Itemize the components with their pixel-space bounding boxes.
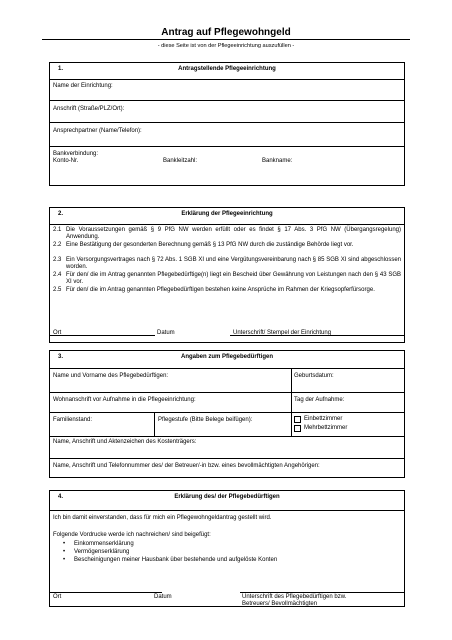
bank-name-label: Bankname: bbox=[262, 158, 293, 164]
resident-declaration-body: Ich bin damit einverstanden, dass für mich ein Pflegewohngeldantrag gestellt wird. Folgende Vordrucke werde ich nachreichen/ sind beigefügt: • Einkommenserklärung • Vermögenserklärung • Bescheinigungen meiner Hausbank über bestehende und aufgelöste Konten bbox=[50, 510, 404, 606]
consent-text: Ich bin damit einverstanden, dass für mich ein Pflegewohngeldantrag gestellt wird. bbox=[53, 515, 272, 521]
bullet-icon: • bbox=[63, 557, 66, 563]
care-level-label: Pflegestufe (Bitte Belege beifügen): bbox=[158, 417, 253, 423]
birthdate-label: Geburtsdatum: bbox=[294, 373, 334, 379]
signature-date-label: Datum bbox=[154, 594, 172, 600]
declaration-item: 2.4 Für den/ die im Antrag genannten Pflegebedürftige(n) liegt ein Bescheid über Gewährung von Leistungen nach den § 43 SGB XI vor. bbox=[53, 272, 401, 286]
facility-name-label: Name der Einrichtung: bbox=[53, 83, 113, 89]
section-number: 4. bbox=[58, 494, 64, 500]
status-row bbox=[50, 412, 404, 436]
resident-name-label: Name und Vorname des Pflegebedürftigen: bbox=[53, 373, 169, 379]
signature-place-label: Ort bbox=[53, 330, 62, 336]
single-room-label: Einbettzimmer bbox=[304, 416, 343, 422]
declaration-body bbox=[50, 224, 404, 342]
section-number: 1. bbox=[58, 66, 64, 72]
bullet-icon: • bbox=[63, 549, 66, 555]
marital-status-label: Familienstand: bbox=[53, 417, 93, 423]
resident-name-row bbox=[50, 368, 404, 392]
guardian-row[interactable] bbox=[50, 458, 404, 477]
insurer-label: Name, Anschrift und Aktenzeichen des Kostenträgers: bbox=[53, 439, 197, 445]
previous-address-row bbox=[50, 392, 404, 412]
admission-date-label: Tag der Aufnahme: bbox=[294, 397, 345, 403]
declaration-item: 2.3 Ein Versorgungsvertrages nach § 72 Abs. 1 SGB XI und eine Vergütungsvereinbarung nach § 85 SGB XI sind abgeschlossen worden. bbox=[53, 257, 401, 271]
declaration-item: 2.5 Für den/ die im Antrag genannten Pflegebedürftigen bestehen keine Ansprüche im Rahmen der Kriegsopferfürsorge. bbox=[53, 287, 375, 293]
facility-contact-field[interactable] bbox=[50, 122, 404, 146]
facility-address-label: Anschrift (Straße/PLZ/Ort): bbox=[53, 106, 125, 112]
guardian-label: Name, Anschrift und Telefonnummer des/ der Betreuer/-in bzw. eines bevollmächtigten Angehörigen: bbox=[53, 463, 320, 469]
section-heading: Erklärung des/ der Pflegebedürftigen bbox=[174, 494, 280, 500]
insurer-row[interactable] bbox=[50, 436, 404, 458]
bank-details-label: Bankverbindung: bbox=[53, 151, 99, 157]
section-heading: Antragstellende Pflegeeinrichtung bbox=[178, 66, 276, 72]
section-resident-details bbox=[49, 350, 405, 478]
section-facility-declaration bbox=[49, 207, 405, 343]
facility-address-field[interactable] bbox=[50, 100, 404, 122]
section-number: 3. bbox=[58, 354, 64, 360]
signature-label-line1: Unterschrift des Pflegebedürftigen bzw. bbox=[242, 594, 347, 600]
facility-contact-label: Ansprechpartner (Name/Telefon): bbox=[53, 128, 142, 134]
declaration-item: 2.1 Die Voraussetzungen gemäß § 9 PfG NW werden erfüllt oder es findet § 17 Abs. 3 PfG NW (Übergangsregelung) Anwendung. bbox=[53, 227, 401, 241]
facility-name-field[interactable] bbox=[50, 79, 404, 100]
bank-code-label: Bankleitzahl: bbox=[163, 158, 198, 164]
signature-label-line2: Betreuers/ Bevollmächtigten bbox=[242, 601, 318, 607]
form-subtitle: - diese Seite ist von der Pflegeeinrichtung auszufüllen - bbox=[157, 43, 295, 49]
single-room-checkbox[interactable] bbox=[294, 416, 301, 423]
documents-intro: Folgende Vordrucke werde ich nachreichen/ sind beigefügt: bbox=[53, 532, 211, 538]
multi-room-label: Mehrbettzimmer bbox=[304, 425, 348, 431]
multi-room-checkbox[interactable] bbox=[294, 425, 301, 432]
section-applicant-facility bbox=[49, 62, 405, 186]
account-number-label: Konto-Nr. bbox=[53, 158, 79, 164]
signature-place-label: Ort bbox=[53, 594, 62, 600]
section-heading: Angaben zum Pflegebedürftigen bbox=[180, 354, 273, 360]
previous-address-label: Wohnanschrift vor Aufnahme in die Pflegeeinrichtung: bbox=[53, 397, 196, 403]
signature-date-label: Datum bbox=[157, 330, 175, 336]
section-resident-declaration bbox=[49, 490, 405, 607]
signature-stamp-label: Unterschrift/ Stempel der Einrichtung bbox=[233, 330, 332, 336]
bullet-icon: • bbox=[63, 541, 66, 547]
declaration-item: 2.2 Eine Bestätigung der gesonderten Berechnung gemäß § 13 PfG NW durch die zuständige Behörde liegt vor. bbox=[53, 242, 354, 248]
form-title: Antrag auf Pflegewohngeld bbox=[42, 27, 410, 40]
section-number: 2. bbox=[58, 211, 64, 217]
bank-details-field[interactable] bbox=[50, 146, 404, 185]
section-heading: Erklärung der Pflegeeinrichtung bbox=[181, 211, 273, 217]
